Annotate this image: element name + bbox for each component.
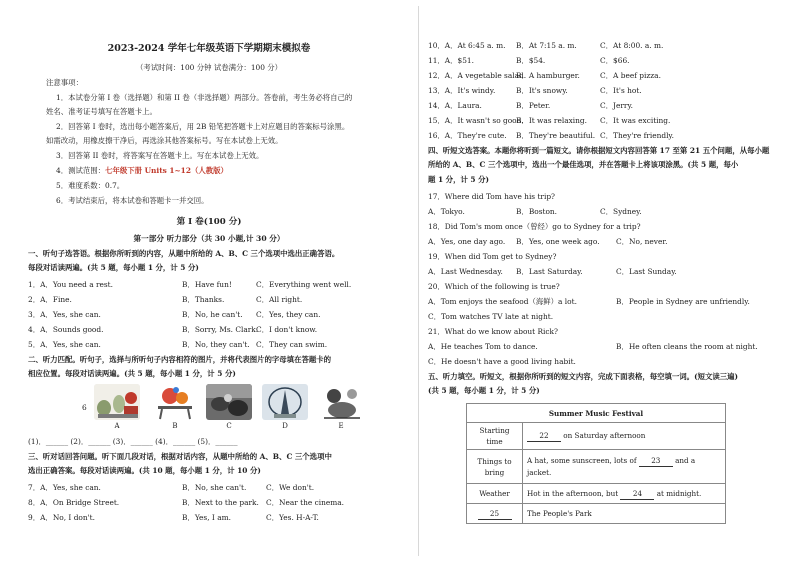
notes-heading: 注意事项： — [46, 78, 83, 87]
festival-table-title: Summer Music Festival — [467, 404, 726, 423]
q8-a: 8．A．On Bridge Street. — [28, 498, 120, 507]
q12-c: C．A beef pizza. — [600, 71, 661, 80]
picture-b-table-drawing — [152, 384, 198, 420]
row-weather-text-a: Hot in the afternoon, but — [527, 488, 619, 498]
q14-b: B．Peter. — [516, 101, 551, 110]
q10-a: 10．A．At 6:45 a. m. — [428, 41, 506, 50]
row-starting-time-value — [523, 423, 726, 450]
q15-c: C．It was exciting. — [600, 116, 671, 125]
q1-a: 1．A．You need a rest. — [28, 280, 113, 289]
blank-24[interactable]: 24 — [620, 488, 654, 500]
row-things-text-c: jacket. — [527, 468, 552, 477]
q7-b: B．No, she can't. — [182, 483, 247, 492]
column-divider — [418, 6, 419, 556]
q21-a: A．He teaches Tom to dance. — [428, 342, 538, 351]
note-4-scope: 七年级下册 Units 1~12（人教版） — [105, 166, 228, 175]
q15-b: B．It was relaxing. — [516, 116, 587, 125]
q19-a: A．Last Wednesday. — [428, 267, 503, 276]
picture-label-b: B — [172, 422, 178, 430]
q20-b: B．People in Sydney are unfriendly. — [616, 297, 750, 306]
q13-c: C．It's hot. — [600, 86, 642, 95]
q17-question: 17．Where did Tom have his trip? — [428, 192, 556, 201]
note-5: 5．难度系数：0.7。 — [56, 181, 125, 190]
q19-c: C．Last Sunday. — [616, 267, 677, 276]
note-4 — [56, 166, 228, 176]
row-place-label — [467, 504, 523, 524]
part2-blanks: (1)．______ (2)．______ (3)．______ (4)．______ (5)．______ — [28, 437, 238, 446]
picture-c-photo — [206, 384, 252, 420]
row-things-text-a: A hat, some sunscreen, lots of — [527, 456, 637, 465]
q20-question: 20．Which of the following is true? — [428, 282, 560, 291]
q13-a: 13．A．It's windy. — [428, 86, 496, 95]
q5-a: 5．A．Yes, she can. — [28, 340, 101, 349]
picture-d-icon — [262, 384, 308, 420]
q4-a: 4．A．Sounds good. — [28, 325, 104, 334]
part4-instr-1: 四、听短文选答案。本题你将听到一篇短文。请你根据短文内容回答第 17 至第 21 五个问题，从每小题 — [428, 146, 770, 155]
q2-c: C．All right. — [256, 295, 303, 304]
row-starting-time-text: on Saturday afternoon — [563, 431, 646, 440]
note-4-prefix: 4．测试范围： — [56, 166, 106, 175]
part1-instr-1: 一、听句子选答语。根据你所听到的内容，从题中所给的 A、B、C 三个选项中选出正确答语。 — [28, 249, 340, 258]
q18-a: A．Yes, one day ago. — [428, 237, 506, 246]
picture-c-icon — [206, 384, 252, 420]
q2-a: 2．A．Fine. — [28, 295, 72, 304]
row-weather-value — [523, 484, 726, 504]
picture-b-icon — [152, 384, 198, 420]
note-2b: 如需改动，用橡皮擦干净后，再选涂其他答案标号。写在本试卷上无效。 — [46, 136, 283, 145]
part5-instr-2: (共 5 题，每小题 1 分，计 5 分) — [428, 386, 540, 395]
note-1a: 1．本试卷分第 I 卷（选择题）和第 II 卷（非选择题）两部分。答卷前，考生务必将自己的 — [56, 93, 353, 102]
part4-instr-3: 题 1 分，计 5 分) — [428, 175, 490, 184]
row-things-value — [523, 450, 726, 484]
q16-a: 16．A．They're cute. — [428, 131, 507, 140]
q5-b: B．No, they can't. — [182, 340, 250, 349]
q17-c: C．Sydney. — [600, 207, 642, 216]
row-starting-time-label: Starting time — [467, 423, 523, 450]
part3-instr-2: 选出正确答案。每段对话读两遍。(共 10 题，每小题 1 分，计 10 分) — [28, 466, 261, 475]
q13-b: B．It's snowy. — [516, 86, 568, 95]
q18-b: B．Yes, one week ago. — [516, 237, 600, 246]
q14-c: C．Jerry. — [600, 101, 633, 110]
part-heading: 第一部分 听力部分（共 30 小题,计 30 分） — [133, 234, 285, 243]
note-3: 3．回答第 II 卷时，将答案写在答题卡上。写在本试卷上无效。 — [56, 151, 264, 160]
part2-number: 6 — [82, 403, 87, 412]
q16-b: B．They're beautiful. — [516, 131, 596, 140]
q8-c: C．Near the cinema. — [266, 498, 345, 507]
q21-question: 21．What do we know about Rick? — [428, 327, 558, 336]
picture-a-plant-shop — [94, 384, 140, 420]
page-subtitle: （考试时间：100 分钟 试卷满分：100 分） — [135, 63, 283, 72]
page-title: 2023-2024 学年七年级英语下学期期末模拟卷 — [107, 43, 311, 54]
blank-23[interactable]: 23 — [639, 455, 673, 467]
row-things-text-b: and a — [675, 456, 696, 465]
q3-a: 3．A．Yes, she can. — [28, 310, 101, 319]
q20-c: C．Tom watches TV late at night. — [428, 312, 554, 321]
q11-b: B．$54. — [516, 56, 546, 65]
blank-22[interactable]: 22 — [527, 430, 561, 442]
part5-instr-1: 五、听力填空。听短文，根据你所听到的短文内容，完成下面表格，每空填一词。(短文读三遍) — [428, 372, 739, 381]
festival-table — [466, 403, 726, 524]
q5-c: C．They can swim. — [256, 340, 328, 349]
picture-label-a: A — [114, 422, 120, 430]
part2-instr-1: 二、听力匹配。听句子，选择与所听句子内容相符的图片，并将代表图片的字母填在答题卡的 — [28, 355, 332, 364]
q1-c: C．Everything went well. — [256, 280, 352, 289]
q12-b: B．A hamburger. — [516, 71, 580, 80]
part3-instr-1: 三、听对话回答问题。听下面几段对话，根据对话内容，从题中所给的 A、B、C 三个选项中 — [28, 452, 332, 461]
q18-c: C．No, never. — [616, 237, 668, 246]
q12-a: 12．A．A vegetable salad. — [428, 71, 527, 80]
q4-b: B．Sorry, Ms. Clark. — [182, 325, 259, 334]
q4-c: C．I don't know. — [256, 325, 318, 334]
q21-c: C．He doesn't have a good living habit. — [428, 357, 576, 366]
part1-instr-2: 每段对话读两遍。(共 5 题，每小题 1 分，计 5 分) — [28, 263, 199, 272]
picture-d-tower — [262, 384, 308, 420]
row-place-value: The People's Park — [523, 504, 726, 524]
blank-25[interactable]: 25 — [478, 508, 512, 520]
picture-a-icon — [94, 384, 140, 420]
q10-b: B．At 7:15 a. m. — [516, 41, 577, 50]
q11-a: 11．A．$51. — [428, 56, 474, 65]
q19-b: B．Last Saturday. — [516, 267, 583, 276]
q20-a: A．Tom enjoys the seafood（海鲜）a lot. — [428, 297, 577, 306]
note-6: 6．考试结束后，将本试卷和答题卡一并交回。 — [56, 196, 209, 205]
q3-b: B．No, he can't. — [182, 310, 243, 319]
picture-label-c: C — [226, 422, 232, 430]
q7-c: C．We don't. — [266, 483, 315, 492]
note-2a: 2．回答第 I 卷时，选出每小题答案后，用 2B 铅笔把答题卡上对应题目的答案标号涂黑。 — [56, 122, 350, 131]
q3-c: C．Yes, they can. — [256, 310, 321, 319]
q21-b: B．He often cleans the room at night. — [616, 342, 758, 351]
picture-label-d: D — [282, 422, 288, 430]
row-weather-label: Weather — [467, 484, 523, 504]
q2-b: B．Thanks. — [182, 295, 225, 304]
picture-e-cartoon — [318, 384, 364, 420]
q14-a: 14．A．Laura. — [428, 101, 482, 110]
q8-b: B．Next to the park. — [182, 498, 259, 507]
q11-c: C．$66. — [600, 56, 630, 65]
q7-a: 7．A．Yes, she can. — [28, 483, 101, 492]
q1-b: B．Have fun! — [182, 280, 232, 289]
note-1b: 姓名、准考证号填写在答题卡上。 — [46, 107, 157, 116]
q18-question: 18．Did Tom's mom once（曾经）go to Sydney for a trip? — [428, 222, 641, 231]
q17-b: B．Boston. — [516, 207, 558, 216]
q9-c: C．Yes. H-A-T. — [266, 513, 319, 522]
q16-c: C．They're friendly. — [600, 131, 674, 140]
q19-question: 19．When did Tom get to Sydney? — [428, 252, 557, 261]
row-things-label: Things to bring — [467, 450, 523, 484]
part4-instr-2: 所给的 A、B、C 三个选项中，选出一个最佳选项，并在答题卡上将该项涂黑。(共 5 题，每小 — [428, 160, 739, 169]
picture-e-icon — [318, 384, 364, 420]
part2-instr-2: 相应位置。每段对话读两遍。(共 5 题，每小题 1 分，计 5 分) — [28, 369, 236, 378]
q9-b: B．Yes, I am. — [182, 513, 231, 522]
q10-c: C．At 8:00. a. m. — [600, 41, 664, 50]
picture-label-e: E — [338, 422, 344, 430]
q9-a: 9．A．No, I don't. — [28, 513, 95, 522]
section-heading: 第 I 卷(100 分) — [176, 217, 242, 227]
row-weather-text-b: at midnight. — [656, 488, 702, 498]
q15-a: 15．A．It wasn't so good. — [428, 116, 524, 125]
q17-a: A．Tokyo. — [428, 207, 465, 216]
